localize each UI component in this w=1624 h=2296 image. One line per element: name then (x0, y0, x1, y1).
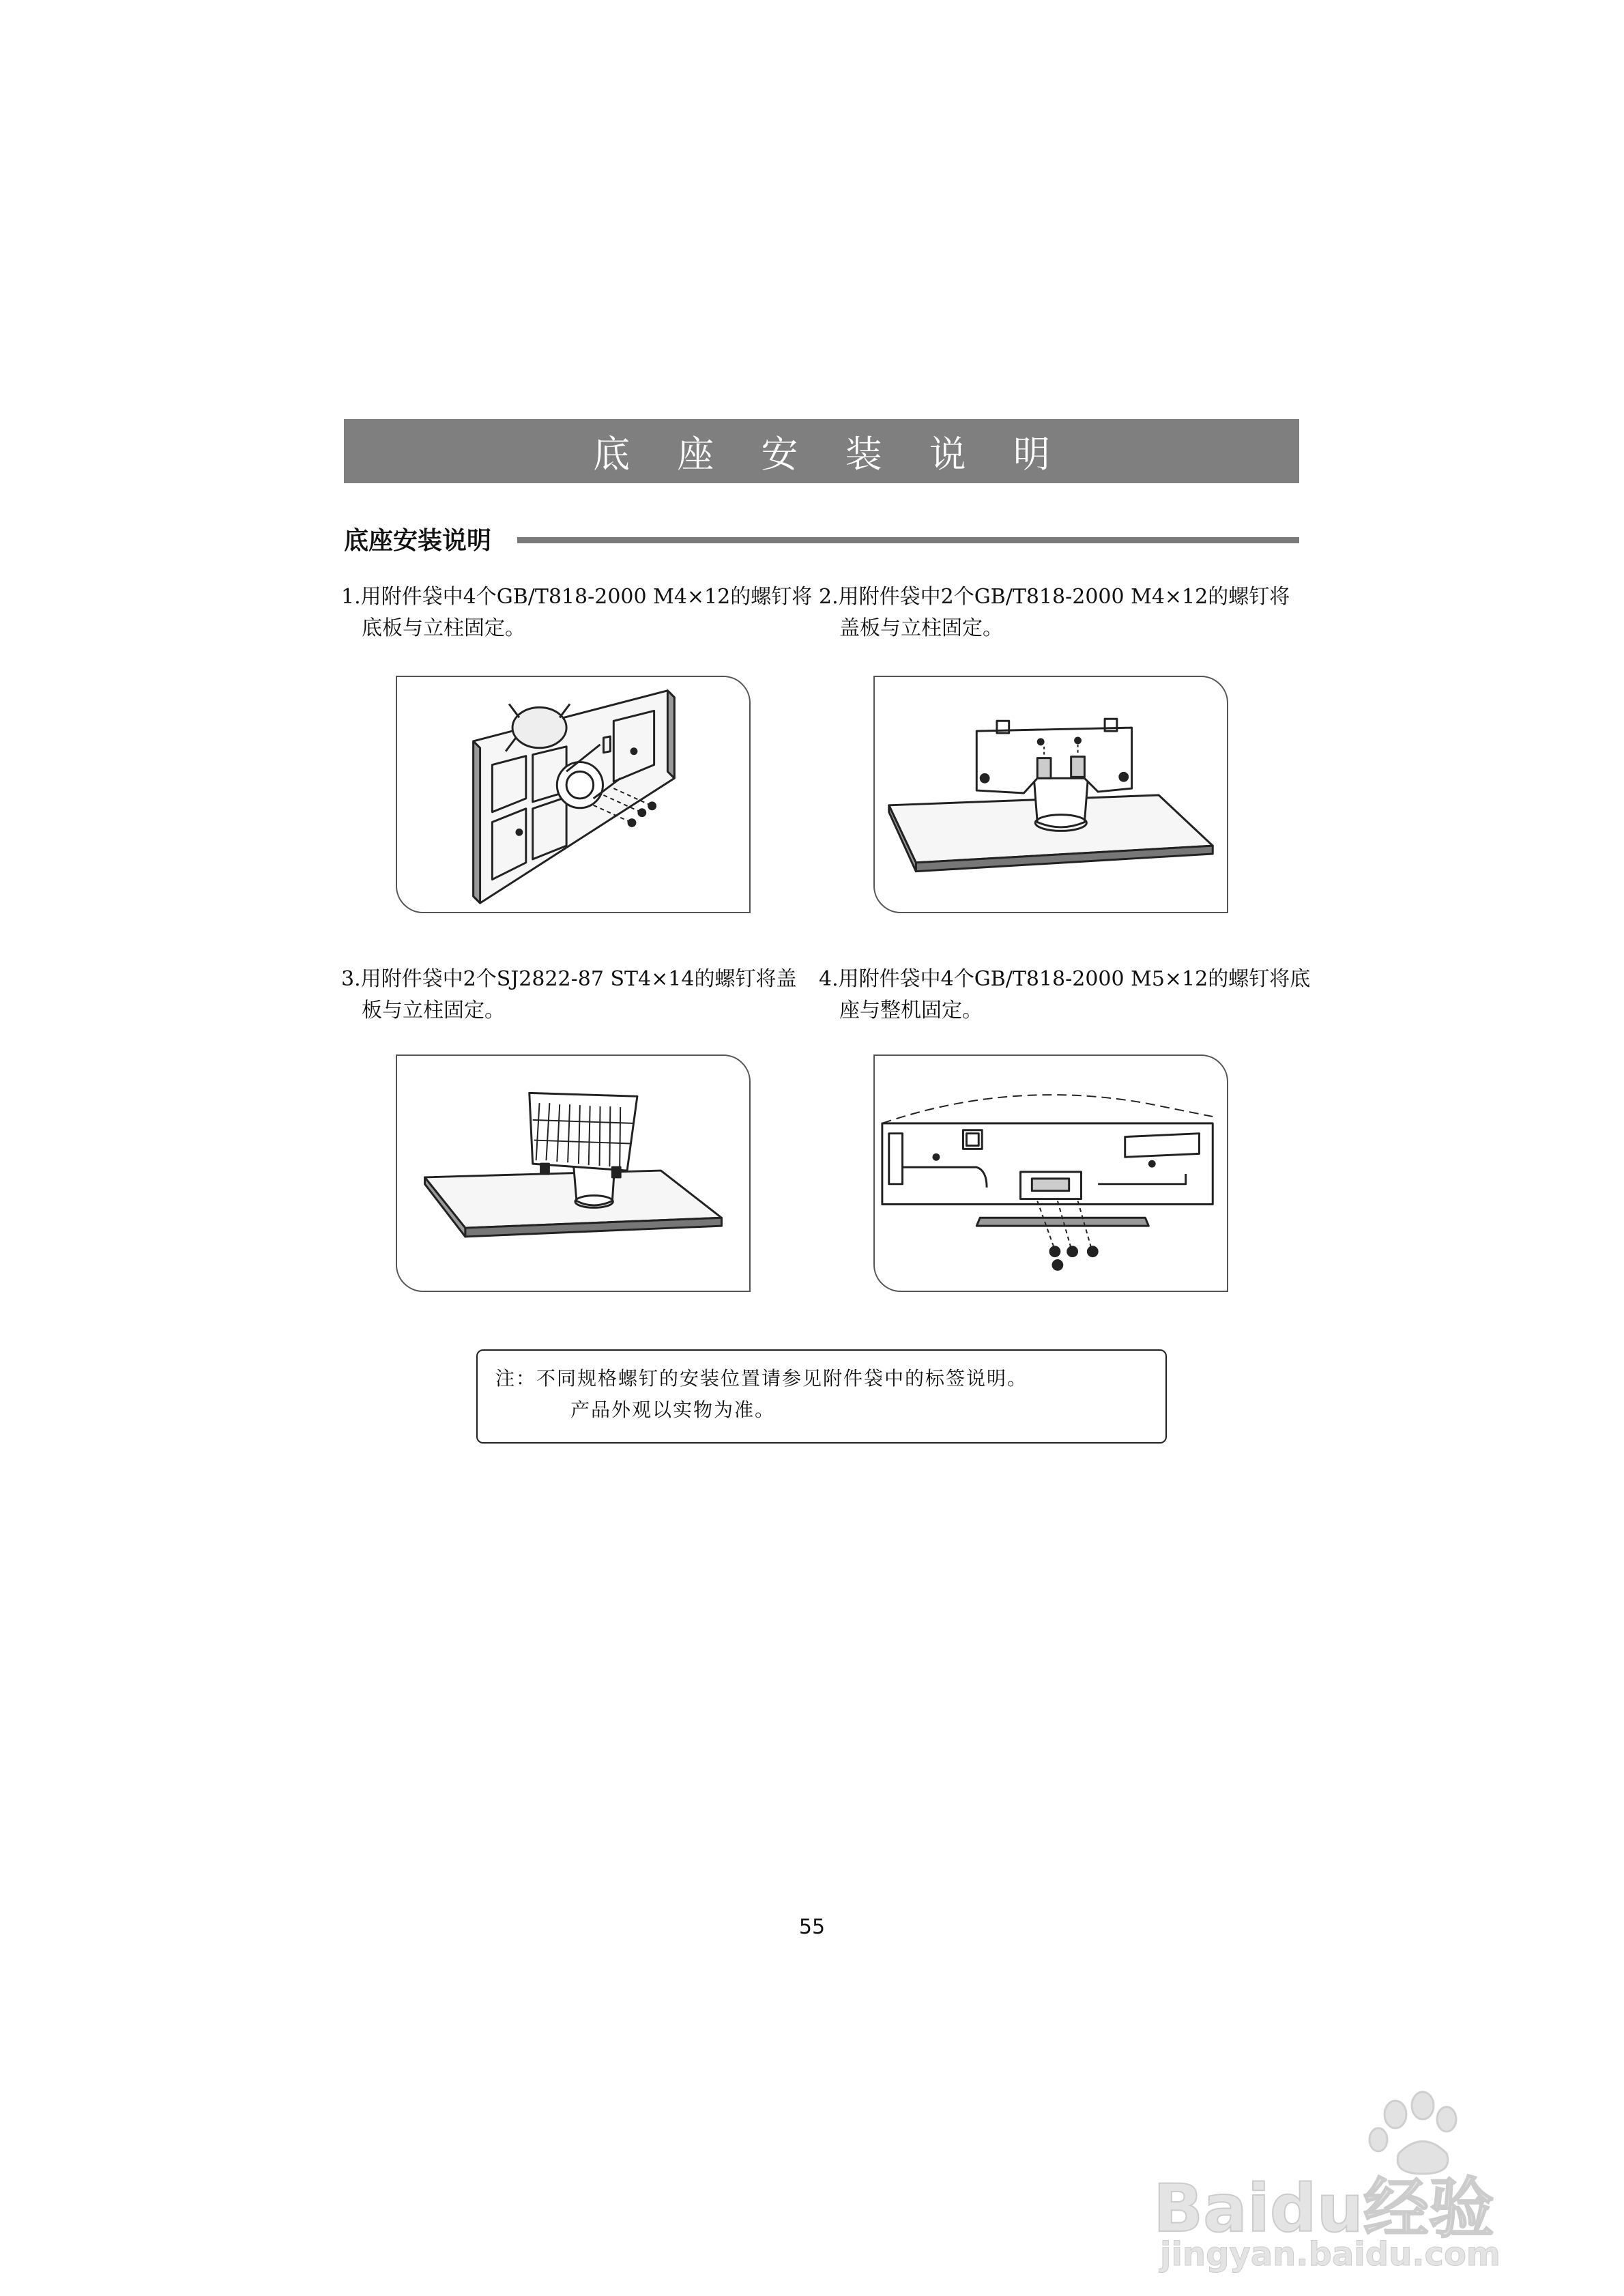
base-plate-column-drawing (397, 677, 749, 912)
step-2-text (819, 582, 1290, 644)
step-1-text (341, 582, 812, 644)
step-1-line2: 底板与立柱固定。 (362, 616, 525, 640)
section-divider (517, 537, 1299, 543)
step-4-illustration (873, 1054, 1228, 1292)
step-1-line1: 1.用附件袋中4个GB/T818-2000 M4×12的螺钉将 (341, 585, 813, 609)
step-3-line1: 3.用附件袋中2个SJ2822-87 ST4×14的螺钉将盖 (341, 967, 797, 991)
watermark-logo-text: Baidu经验 (1153, 2170, 1494, 2247)
assembled-stand-drawing (397, 1056, 749, 1291)
cover-column-drawing (875, 677, 1227, 912)
step-2-line1: 2.用附件袋中2个GB/T818-2000 M4×12的螺钉将 (819, 585, 1290, 609)
step-1-illustration (396, 676, 751, 913)
step-3-text (341, 964, 796, 1027)
step-2-line2: 盖板与立柱固定。 (839, 616, 1003, 640)
watermark-url: jingyan.baidu.com (1160, 2235, 1500, 2273)
step-4-text (819, 964, 1310, 1027)
page-number: 55 (798, 1915, 826, 1939)
note-line-1: 注：不同规格螺钉的安装位置请参见附件袋中的标签说明。 (495, 1367, 1028, 1390)
note-box (476, 1349, 1167, 1444)
step-2-illustration (873, 676, 1228, 913)
note-line-2: 产品外观以实物为准。 (570, 1398, 776, 1421)
tv-back-drawing (875, 1056, 1227, 1291)
step-3-line2: 板与立柱固定。 (362, 999, 505, 1022)
step-4-line2: 座与整机固定。 (839, 999, 983, 1022)
step-3-illustration (396, 1054, 751, 1292)
step-4-line1: 4.用附件袋中4个GB/T818-2000 M5×12的螺钉将底 (819, 967, 1311, 991)
title-bar (344, 419, 1299, 483)
section-title: 底座安装说明 (344, 527, 492, 555)
page-title: 底 座 安 装 说 明 (593, 432, 1068, 476)
